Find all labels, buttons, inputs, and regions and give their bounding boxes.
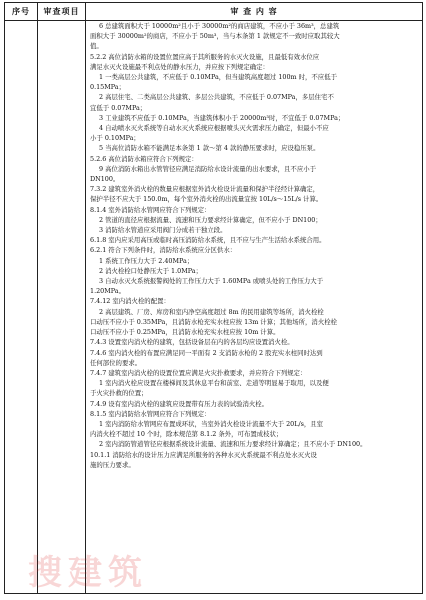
serial-number-cell [5,21,38,594]
content-line: 1 室内消火栓应设置在楼梯间及其休息平台和前室、走道等明显易于取用，以及便 [99,379,329,388]
content-line: 面积大于 30000m²的商店，不应小于 50m³，当与本条第 1 款规定不一致时应取其较大 [90,32,340,41]
content-line: 10.1.1 消防给水的设计压力应满足所服务的各种水灭火系统最不利点处水灭火设 [90,450,317,459]
content-line: 6.1.8 室内应采用高压或临时高压消防给水系统，且不应与生产生活给水系统合用。 [90,236,326,245]
content-line: 1 室内消防给水管网应布置成环状，当室外消火栓设计流量不大于 20L/s，且室 [99,419,324,428]
content-line: 1 一类高层公共建筑，不应低于 0.10MPa，但当建筑高度超过 100m 时，不应低于 [99,73,337,82]
content-line: 3 消防给水管道应采用阀门分成若干独立段。 [99,226,227,235]
header-review-item: 审查项目 [38,3,86,21]
content-line: 2 室内消防管道管径应根据系统设计流量、流速和压力要求经计算确定；且不应小于 DN100。 [99,440,367,449]
content-line: 内消火栓不超过 10 个时，除本规范第 8.1.2 条外，可布置成枝状； [90,430,283,439]
content-line: 1.20MPa。 [90,287,125,296]
content-line: 2 高层建筑、厂房、库房和室内净空高度超过 8m 的民用建筑等场所，消火栓栓 [99,307,324,316]
content-line: 5 当高位消防水箱不能满足本条第 1 款～第 4 款的静压要求时，应设稳压泵。 [99,144,320,153]
content-line: 7.4.7 建筑室内消火栓的设置位置应满足火灾扑救要求，并应符合下列规定： [90,368,307,377]
content-line: 施的压力要求。 [90,460,135,469]
content-line: 任何部位的要求。 [90,358,142,367]
content-line: 口动压不应小于 0.35MPa，且消防水枪充实水柱应按 13m 计算；其他场所，消火栓栓 [90,317,337,326]
content-line: DN100。 [90,175,120,184]
content-line: 9 高位消防水箱出水管管径应满足消防给水设计流量的出水要求，且不应小于 [99,164,316,173]
content-line: 值。 [90,42,103,51]
content-line: 0.15MPa； [90,83,125,92]
content-line: 7.4.3 设置室内消火栓的建筑，包括设备层在内的各层均应设置消火栓。 [90,338,294,347]
content-line: 口动压不应小于 0.25MPa，且消防水枪充实水柱应按 10m 计算。 [90,328,280,337]
header-serial-number: 序号 [5,3,38,21]
content-line: 2 高层住宅、二类高层公共建筑、多层公共建筑，不应低于 0.07MPa，多层住宅不 [99,93,334,102]
watermark: 搜建筑 [28,553,148,593]
content-line: 8.1.4 室外消防给水管网应符合下列规定： [90,205,211,214]
review-content-cell [86,21,423,594]
content-line: 3 工业建筑不应低于 0.10MPa，当建筑体积小于 20000m³时，不宜低于 0.07MPa； [99,113,345,122]
review-item-cell [38,21,86,594]
content-line: 6 总建筑面积大于 10000m²且小于 30000m²的商店建筑，不应小于 36m³，总建筑 [99,22,340,30]
content-line: 5.2.2 高位消防水箱的设置位置应高于其所服务的水灭火设施，且最低有效水位应 [90,52,320,61]
review-table [4,2,423,594]
table-row [5,21,423,594]
content-line: 7.3.2 建筑室外消火栓的数量应根据室外消火栓设计流量和保护半径经计算确定， [90,185,320,194]
content-line: 2 消火栓栓口处静压大于 1.0MPa； [99,266,202,275]
content-line: 满足水灭火设施最不利点处的静水压力，并应按下列规定确定： [90,62,269,71]
content-line: 6.2.1 符合下列条件时，消防给水系统应分区供水： [90,246,237,255]
content-line: 4 自动喷水灭火系统等自动水灭火系统应根据喷头灭火需求压力确定，但最小不应 [99,124,329,133]
content-line: 7.4.9 设有室内消火栓的建筑应设置带有压力表的试验消火栓。 [90,399,269,408]
content-line: 1 系统工作压力大于 2.40MPa； [99,256,194,265]
content-line: 保护半径不应大于 150.0m，每个室外消火栓的出流量宜按 10L/s～15L/s 计算。 [90,195,323,204]
content-line: 7.4.12 室内消火栓的配置： [90,297,170,306]
content-line: 7.4.6 室内消火栓的布置应满足同一平面有 2 支消防水枪的 2 股充实水柱同时达到 [90,348,323,357]
table-header-row [5,3,423,21]
content-line: 宜低于 0.07MPa； [90,103,147,112]
content-line: 3 自动水灭火系统报警阀处的工作压力大于 1.60MPa 或喷头处的工作压力大于 [99,277,324,286]
content-line: 8.1.5 室内消防给水管网应符合下列规定： [90,409,211,418]
content-line: 于火灾扑救的位置； [90,389,148,398]
content-line: 5.2.6 高位消防水箱应符合下列规定： [90,154,198,163]
content-line: 小于 0.10MPa； [90,134,140,143]
header-review-content: 审 查 内 容 [86,3,423,21]
content-line: 2 管道的直径应根据流量、流速和压力要求经计算确定，但不应小于 DN100； [99,215,322,224]
